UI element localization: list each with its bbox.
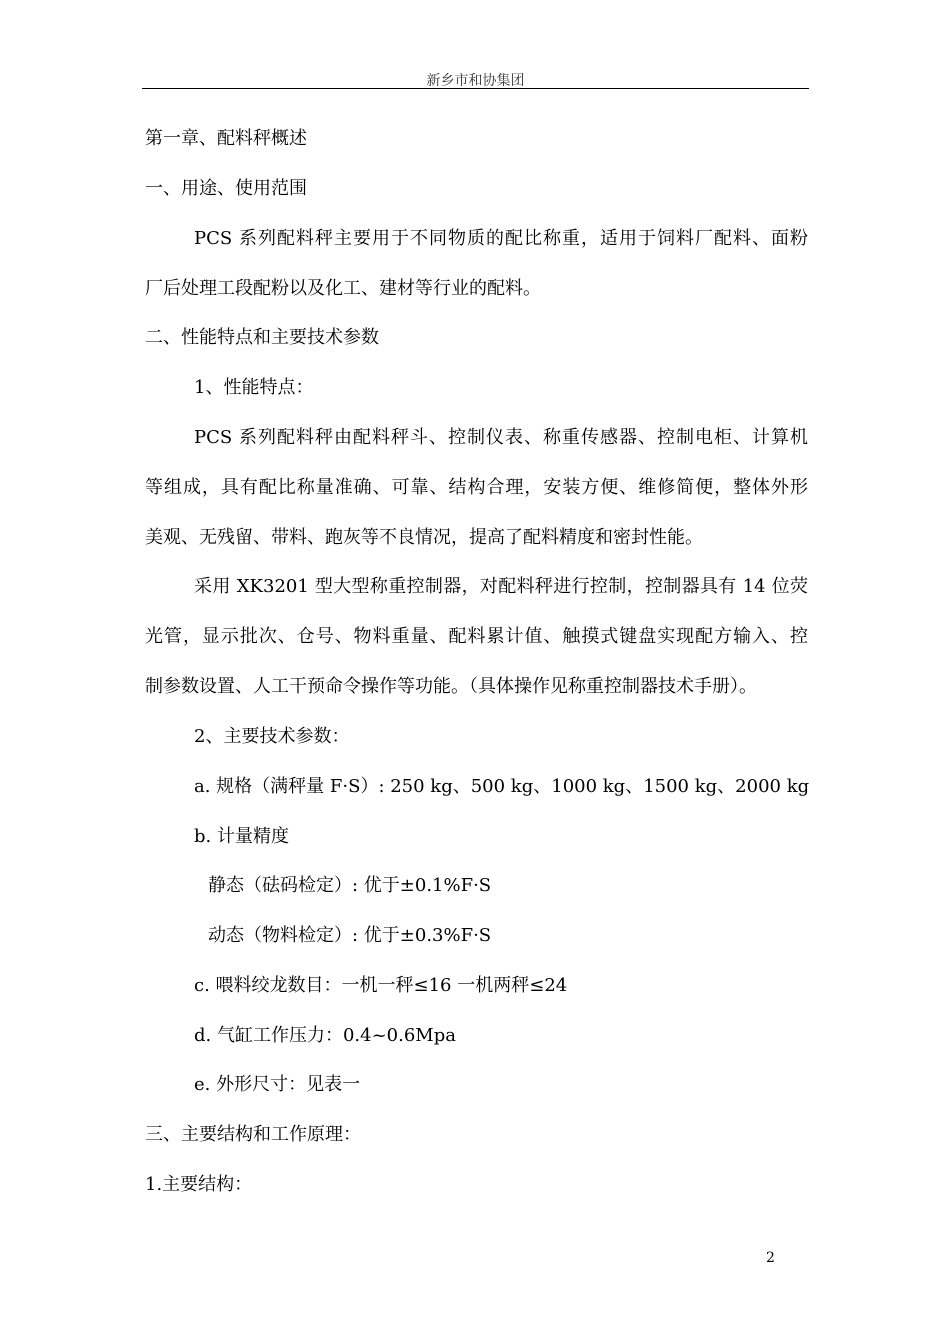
subheading-parameters: 2、主要技术参数： xyxy=(194,726,350,747)
spec-accuracy: b. 计量精度 xyxy=(194,826,289,847)
paragraph-controller-line-1: 采用 XK3201 型大型称重控制器，对配料秤进行控制，控制器具有 14 位荧 xyxy=(194,576,808,597)
subheading-performance: 1、性能特点： xyxy=(194,377,314,398)
paragraph-controller-line-3: 制参数设置、人工干预命令操作等功能。（具体操作见称重控制器技术手册）。 xyxy=(145,676,757,697)
spec-feeder-count: c. 喂料绞龙数目：一机一秤≤16 一机两秤≤24 xyxy=(194,975,568,996)
paragraph-usage-line-2: 厂后处理工段配粉以及化工、建材等行业的配料。 xyxy=(145,278,541,299)
spec-capacity: a. 规格（满秤量 F·S）: 250 kg、500 kg、1000 kg、1500 kg、2000 kg xyxy=(194,776,810,797)
paragraph-composition-line-3: 美观、无残留、带料、跑灰等不良情况，提高了配料精度和密封性能。 xyxy=(145,527,703,548)
paragraph-composition-line-1: PCS 系列配料秤由配料秤斗、控制仪表、称重传感器、控制电柜、计算机 xyxy=(194,427,808,448)
chapter-title: 第一章、配料秤概述 xyxy=(145,128,307,149)
section-heading-features: 二、性能特点和主要技术参数 xyxy=(145,327,379,348)
spec-dimensions: e. 外形尺寸：见表一 xyxy=(194,1074,361,1095)
paragraph-usage-line-1: PCS 系列配料秤主要用于不同物质的配比称重，适用于饲料厂配料、面粉 xyxy=(194,228,808,249)
spec-accuracy-static: 静态（砝码检定）: 优于±0.1%F·S xyxy=(208,875,492,896)
paragraph-controller-line-2: 光管，显示批次、仓号、物料重量、配料累计值、触摸式键盘实现配方输入、控 xyxy=(145,626,808,647)
section-heading-structure: 三、主要结构和工作原理： xyxy=(145,1124,361,1145)
section-heading-usage: 一、用途、使用范围 xyxy=(145,178,307,199)
page-header-company: 新乡市和协集团 xyxy=(426,73,525,89)
header-divider xyxy=(142,88,809,89)
spec-accuracy-dynamic: 动态（物料检定）: 优于±0.3%F·S xyxy=(208,925,492,946)
page-number: 2 xyxy=(766,1250,775,1266)
paragraph-composition-line-2: 等组成，具有配比称量准确、可靠、结构合理，安装方便、维修简便，整体外形 xyxy=(145,477,808,498)
spec-cylinder-pressure: d. 气缸工作压力：0.4~0.6Mpa xyxy=(194,1025,456,1046)
subheading-main-structure: 1.主要结构： xyxy=(145,1174,253,1195)
